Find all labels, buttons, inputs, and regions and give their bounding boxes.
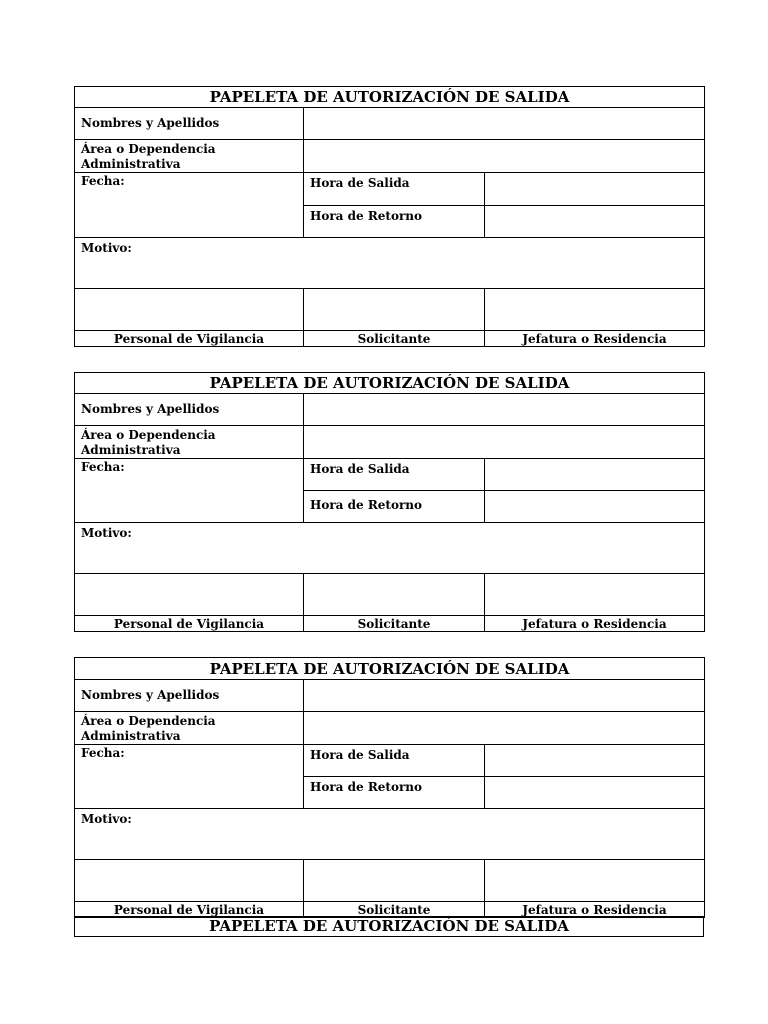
form-title: PAPELETA DE AUTORIZACIÓN DE SALIDA [75, 658, 705, 680]
signature-label-jefatura: Jefatura o Residencia [485, 616, 705, 632]
signature-label-jefatura: Jefatura o Residencia [485, 902, 705, 918]
form-title: PAPELETA DE AUTORIZACIÓN DE SALIDA [75, 373, 705, 394]
nombres-field[interactable] [304, 680, 705, 712]
signature-label-vigilancia: Personal de Vigilancia [75, 331, 304, 347]
signature-box-vigilancia[interactable] [75, 289, 304, 331]
hora-retorno-field[interactable] [485, 777, 705, 809]
area-label: Área o Dependencia Administrativa [75, 712, 304, 745]
signature-box-solicitante[interactable] [304, 574, 485, 616]
signature-label-vigilancia: Personal de Vigilancia [75, 616, 304, 632]
area-field[interactable] [304, 712, 705, 745]
signature-box-solicitante[interactable] [304, 289, 485, 331]
hora-salida-label: Hora de Salida [304, 173, 485, 206]
motivo-label: Motivo: [81, 526, 132, 540]
motivo-label: Motivo: [81, 812, 132, 826]
nombres-label: Nombres y Apellidos [75, 108, 304, 140]
signature-box-jefatura[interactable] [485, 860, 705, 902]
form-title: PAPELETA DE AUTORIZACIÓN DE SALIDA [74, 916, 704, 937]
fecha-field[interactable] [75, 459, 304, 523]
hora-retorno-field[interactable] [485, 206, 705, 238]
area-field[interactable] [304, 140, 705, 173]
fecha-field[interactable] [75, 745, 304, 809]
hora-retorno-field[interactable] [485, 491, 705, 523]
fecha-label: Fecha: [81, 746, 125, 760]
hora-retorno-label: Hora de Retorno [304, 777, 485, 809]
signature-label-solicitante: Solicitante [304, 331, 485, 347]
nombres-field[interactable] [304, 394, 705, 426]
fecha-label: Fecha: [81, 460, 125, 474]
motivo-field[interactable] [75, 523, 705, 574]
hora-retorno-label: Hora de Retorno [304, 491, 485, 523]
authorization-form-2 [74, 372, 705, 632]
area-field[interactable] [304, 426, 705, 459]
authorization-form-3 [74, 657, 705, 918]
signature-label-vigilancia: Personal de Vigilancia [75, 902, 304, 918]
hora-salida-label: Hora de Salida [304, 745, 485, 777]
nombres-label: Nombres y Apellidos [75, 680, 304, 712]
nombres-field[interactable] [304, 108, 705, 140]
authorization-form-1 [74, 86, 705, 347]
hora-retorno-label: Hora de Retorno [304, 206, 485, 238]
nombres-label: Nombres y Apellidos [75, 394, 304, 426]
hora-salida-field[interactable] [485, 745, 705, 777]
fecha-field[interactable] [75, 173, 304, 238]
area-label: Área o Dependencia Administrativa [75, 140, 304, 173]
signature-label-solicitante: Solicitante [304, 902, 485, 918]
form-title: PAPELETA DE AUTORIZACIÓN DE SALIDA [75, 87, 705, 108]
fecha-label: Fecha: [81, 174, 125, 188]
signature-box-jefatura[interactable] [485, 289, 705, 331]
motivo-field[interactable] [75, 238, 705, 289]
hora-salida-field[interactable] [485, 459, 705, 491]
signature-label-solicitante: Solicitante [304, 616, 485, 632]
signature-box-vigilancia[interactable] [75, 574, 304, 616]
hora-salida-label: Hora de Salida [304, 459, 485, 491]
area-label: Área o Dependencia Administrativa [75, 426, 304, 459]
signature-box-solicitante[interactable] [304, 860, 485, 902]
motivo-field[interactable] [75, 809, 705, 860]
signature-box-jefatura[interactable] [485, 574, 705, 616]
signature-box-vigilancia[interactable] [75, 860, 304, 902]
hora-salida-field[interactable] [485, 173, 705, 206]
motivo-label: Motivo: [81, 241, 132, 255]
signature-label-jefatura: Jefatura o Residencia [485, 331, 705, 347]
